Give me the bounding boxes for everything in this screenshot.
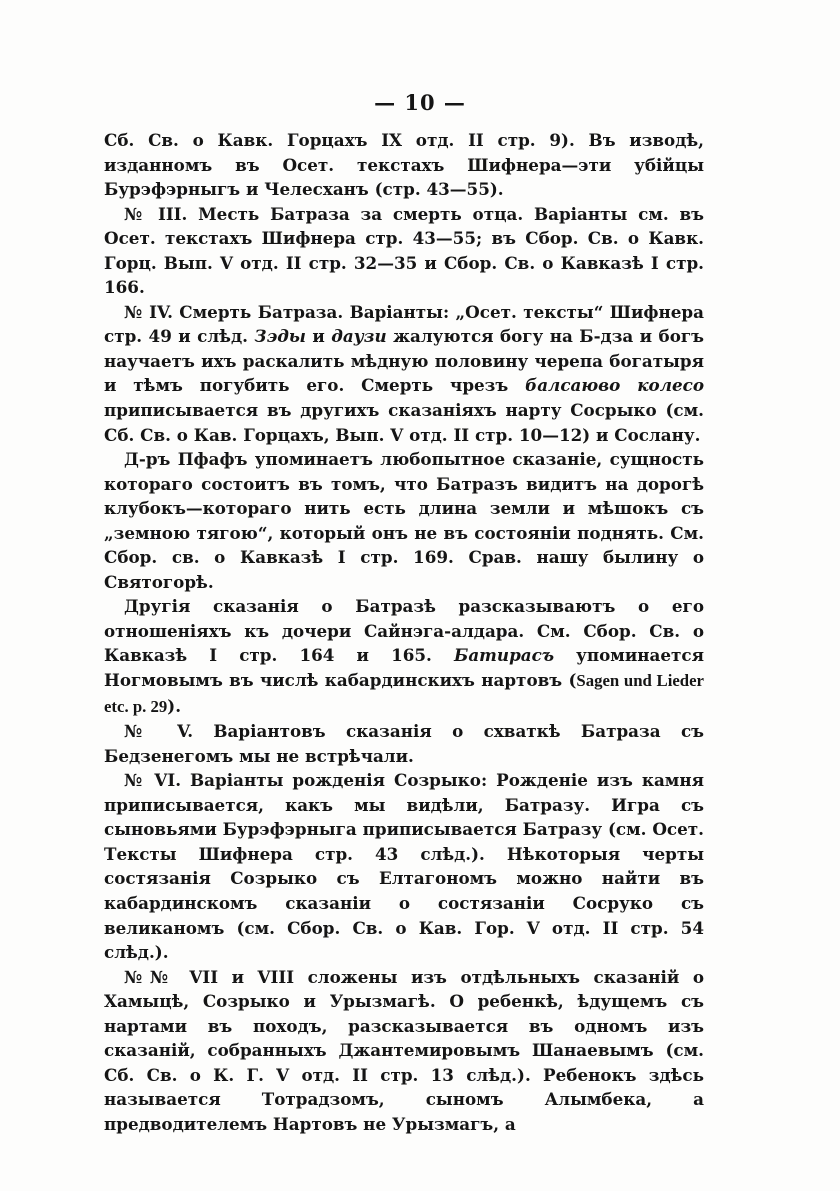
text-run: №№ VII и VIII сложены изъ отдѣльныхъ сказаній о Хамыцѣ, Созрыко и Урызмагѣ. О ребенкѣ, ѣдущемъ съ нартами въ походъ, разсказывается въ одномъ изъ сказаній, собранныхъ Джантемировымъ Шанаевымъ (см. Сб. Св. о К. Г. V отд. II стр. 13 слѣд.). Ребенокъ здѣсь называется Тотрадзомъ, сыномъ Алымбека, а предводителемъ Нартовъ не Урызмагъ, а <box>104 966 704 1134</box>
page-number: — 10 — <box>374 90 466 115</box>
paragraph <box>104 719 704 768</box>
text-run: № III. Месть Батраза за смерть отца. Варіанты см. въ Осет. текстахъ Шифнера стр. 43—55; въ Сбор. Св. о Кавк. Горц. Вып. V отд. II стр. 32—35 и Сбор. Св. о Кавказѣ I стр. 166. <box>104 203 704 298</box>
text-run: жалуются богу на Б-дза и богъ научаетъ ихъ раскалить мѣдную половину черепа богатыря и тѣмъ погубить его. Смерть чрезъ <box>104 326 704 396</box>
paragraph <box>104 447 704 594</box>
paragraph <box>104 594 704 719</box>
paragraph <box>104 768 704 964</box>
italic-term: Батирасъ <box>454 645 555 666</box>
paragraph <box>104 128 704 202</box>
text-run: Другія сказанія о Батразѣ разсказываютъ о его отношеніяхъ къ дочери Сайнэга-алдара. См. Сбор. Св. о Кавказѣ I стр. 164 и 165. <box>104 596 704 666</box>
paragraph <box>104 202 704 300</box>
text-run: приписывается въ другихъ сказаніяхъ нарту Сосрыко (см. Сб. Св. о Кав. Горцахъ, Вып. V отд. II стр. 10—12) и Сослану. <box>104 400 704 445</box>
paragraph <box>104 965 704 1137</box>
text-run: Д-ръ Пфафъ упоминаетъ любопытное сказаніе, сущность котораго состоитъ въ томъ, что Батразъ видитъ на дорогѣ клубокъ—котораго нить есть длина земли и мѣшокъ съ „земною тягою“, который онъ не въ состояніи поднять. См. Сбор. св. о Кавказѣ I стр. 169. Срав. нашу былину о Святогорѣ. <box>104 449 704 592</box>
italic-term: Зэды <box>254 326 306 347</box>
paragraph <box>104 300 704 447</box>
text-run: № V. Варіантовъ сказанія о схваткѣ Батраза съ Бедзенегомъ мы не встрѣчали. <box>104 721 704 766</box>
text-run: и <box>305 326 332 347</box>
italic-term: даузи <box>331 326 387 347</box>
italic-term: балсаюво колесо <box>525 375 704 396</box>
text-run: ). <box>167 695 182 716</box>
text-run: Сб. Св. о Кавк. Горцахъ IX отд. II стр. 9). Въ изводѣ, изданномъ въ Осет. текстахъ Шифнера—эти убійцы Бурэфэрныгъ и Челесханъ (стр. 43—55). <box>104 130 704 200</box>
body-text <box>104 128 704 1136</box>
text-run: № IV. Смерть Батраза. Варіанты: „Осет. тексты“ Шифнера стр. 49 и слѣд. <box>104 301 704 347</box>
text-run: Sagen und Lieder etc. p. 29 <box>104 671 704 716</box>
text-run: № VI. Варіанты рожденія Созрыко: Рожденіе изъ камня приписывается, какъ мы видѣли, Батразу. Игра съ сыновьями Бурэфэрныга приписывается Батразу (см. Осет. Тексты Шифнера стр. 43 слѣд.). Нѣкоторыя черты состязанія Созрыко съ Елтагономъ можно найти въ кабардинскомъ сказаніи о состязаніи Сосруко съ великаномъ (см. Сбор. Св. о Кав. Гор. V отд. II стр. 54 слѣд.). <box>104 770 704 963</box>
text-run: упоминается Ногмовымъ въ числѣ кабардинскихъ нартовъ ( <box>104 645 704 691</box>
